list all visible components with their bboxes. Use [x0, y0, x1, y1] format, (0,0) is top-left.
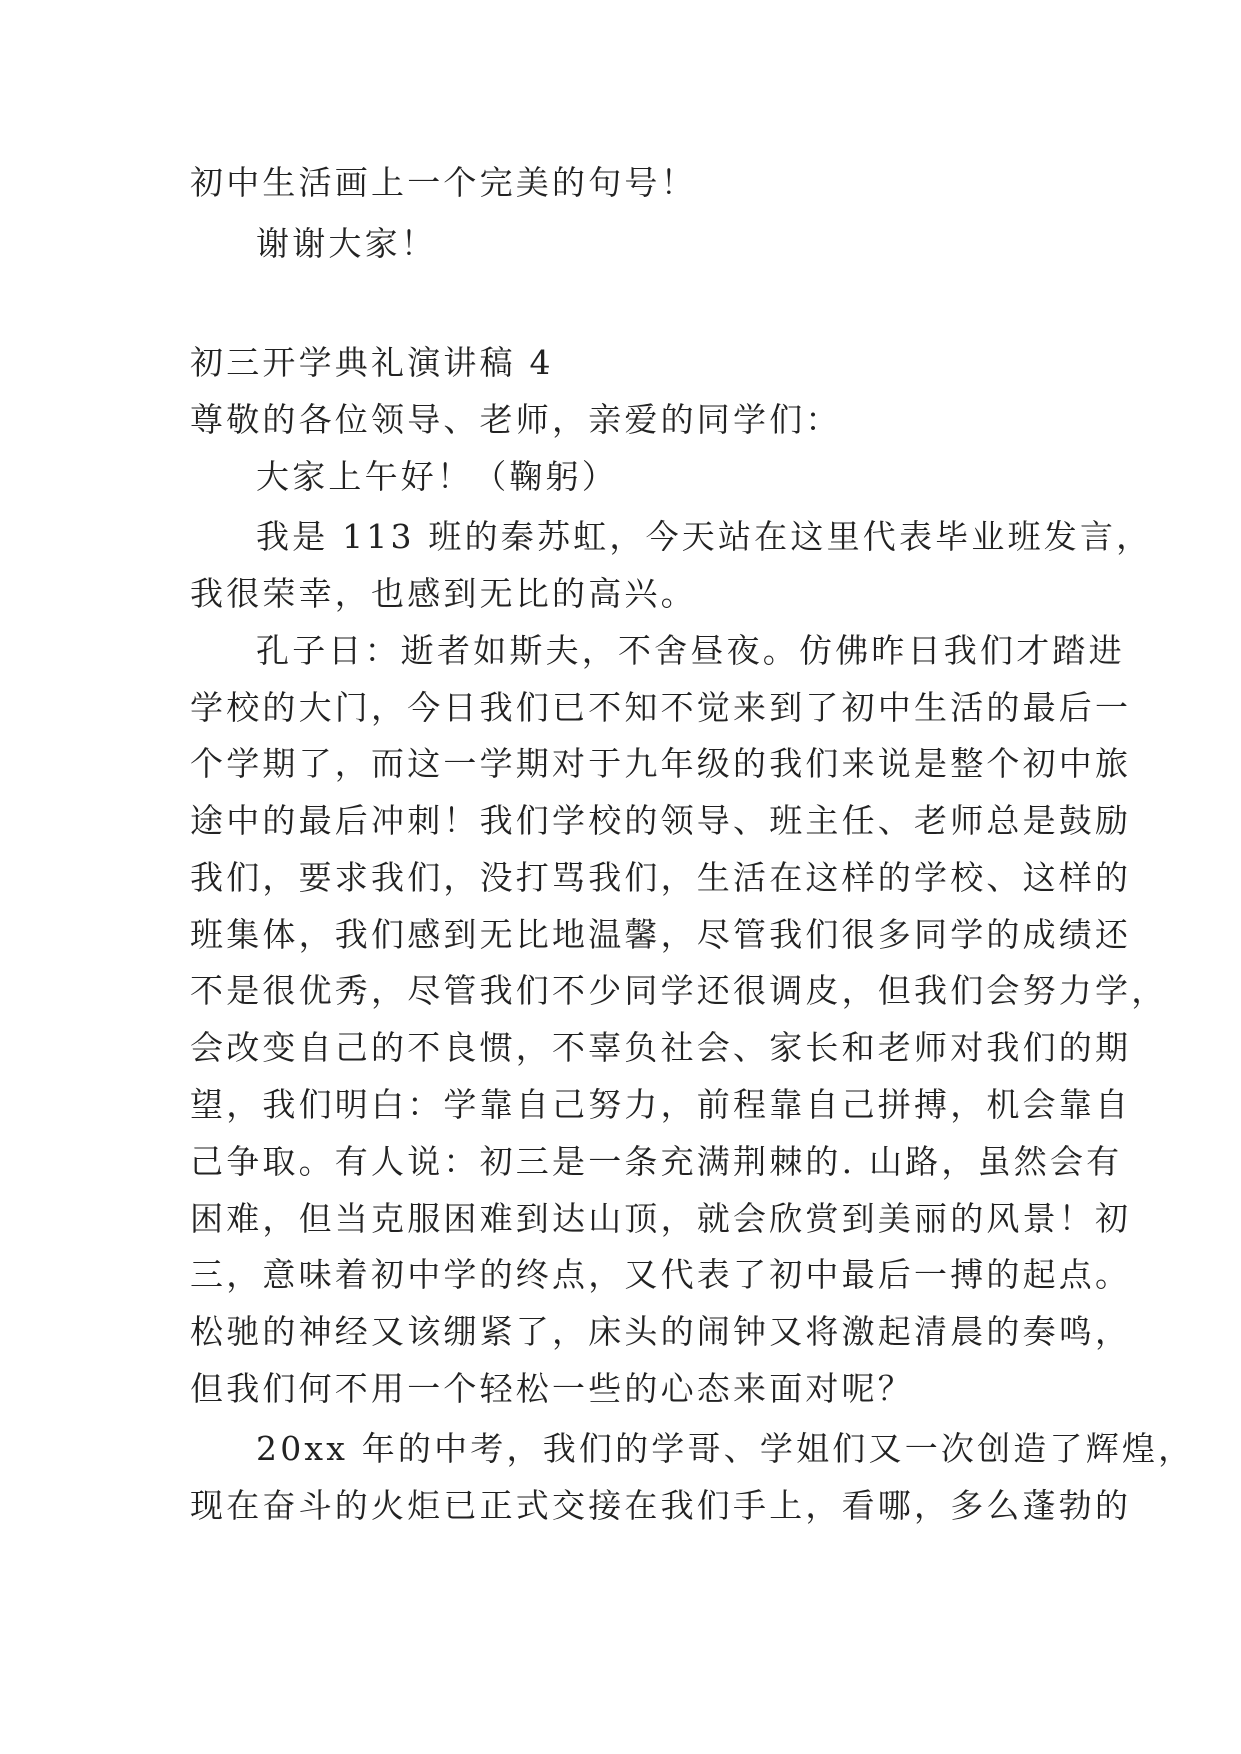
paragraph-line: 孔子日：逝者如斯夫，不舍昼夜。仿佛昨日我们才踏进: [256, 631, 1125, 670]
paragraph-line: 不是很优秀，尽管我们不少同学还很调皮，但我们会努力学，: [190, 971, 1168, 1010]
paragraph-line: 但我们何不用一个轻松一些的心态来面对呢？: [190, 1369, 914, 1408]
paragraph-line: 途中的最后冲刺！我们学校的领导、班主任、老师总是鼓励: [190, 801, 1132, 840]
salutation: 尊敬的各位领导、老师，亲爱的同学们：: [190, 400, 842, 439]
paragraph-line: 班集体，我们感到无比地温馨，尽管我们很多同学的成绩还: [190, 915, 1132, 954]
paragraph-line: 个学期了，而这一学期对于九年级的我们来说是整个初中旅: [190, 744, 1132, 783]
paragraph-line: 松驰的神经又该绷紧了，床头的闹钟又将激起清晨的奏鸣，: [190, 1312, 1132, 1351]
paragraph-line: 20xx 年的中考，我们的学哥、学姐们又一次创造了辉煌，: [256, 1429, 1195, 1468]
text-line: 初中生活画上一个完美的句号！: [190, 163, 697, 202]
paragraph-line: 我很荣幸，也感到无比的高兴。: [190, 574, 697, 613]
paragraph-line: 我是 113 班的秦苏虹，今天站在这里代表毕业班发言，: [256, 517, 1153, 556]
paragraph-line: 己争取。有人说：初三是一条充满荆棘的. 山路，虽然会有: [190, 1142, 1123, 1181]
paragraph-line: 学校的大门，今日我们已不知不觉来到了初中生活的最后一: [190, 688, 1132, 727]
section-heading: 初三开学典礼演讲稿 4: [190, 343, 554, 382]
paragraph-line: 望，我们明白：学靠自己努力，前程靠自己拼搏，机会靠自: [190, 1085, 1132, 1124]
paragraph-line: 会改变自己的不良惯，不辜负社会、家长和老师对我们的期: [190, 1028, 1132, 1067]
paragraph-line: 现在奋斗的火炬已正式交接在我们手上，看哪，多么蓬勃的: [190, 1486, 1132, 1525]
paragraph-line: 困难，但当克服困难到达山顶，就会欣赏到美丽的风景！初: [190, 1199, 1132, 1238]
paragraph-line: 我们，要求我们，没打骂我们，生活在这样的学校、这样的: [190, 858, 1132, 897]
paragraph-line: 三，意味着初中学的终点，又代表了初中最后一搏的起点。: [190, 1255, 1132, 1294]
text-line: 谢谢大家！: [256, 224, 437, 263]
text-line: 大家上午好！（鞠躬）: [256, 457, 618, 496]
